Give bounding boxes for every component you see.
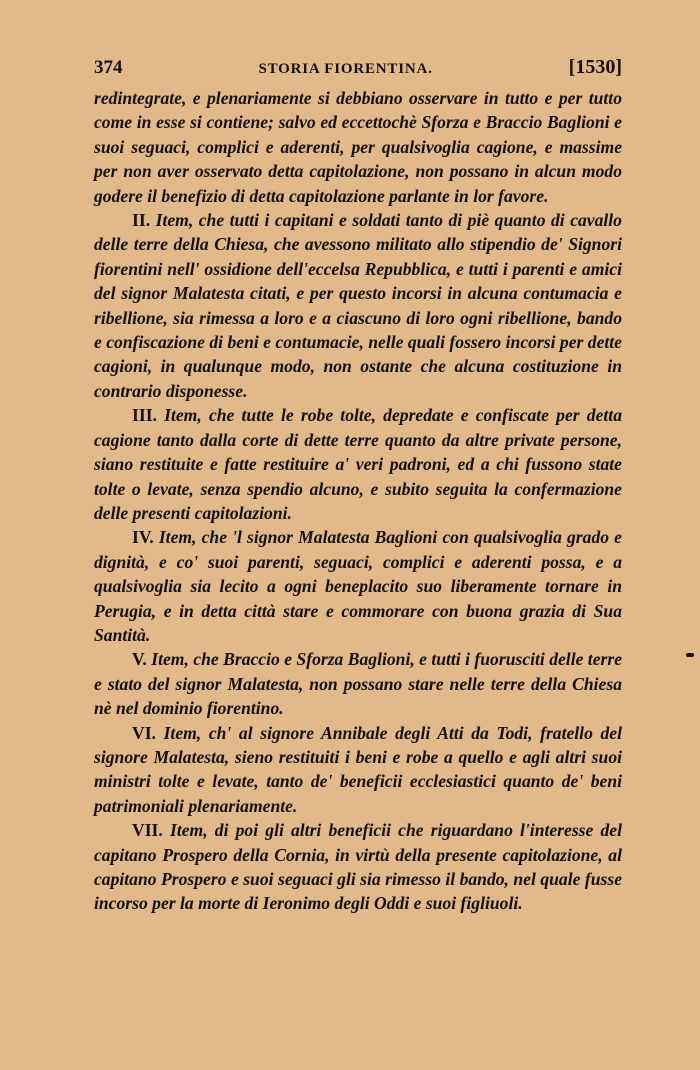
paragraph-article-3 xyxy=(94,403,622,525)
year-marker: [1530] xyxy=(568,56,622,78)
paragraph-article-2 xyxy=(94,208,622,403)
article-numeral: III. xyxy=(132,405,157,426)
paragraph-text: Item, che tutte le robe tolte, depredate e confiscate per detta cagione tanto dalla corte di dette terre quanto da altre private persone, siano restituite e fatte restituire a' veri padroni, ed a chi fussono state tolte o levate, senza spendio alcuno, e subito seguita la confermazione delle presenti capitolazioni. xyxy=(94,405,622,523)
paragraph-text: Item, ch' al signore Annibale degli Atti da Todi, fratello del signore Malatesta, sieno restituiti i beni e robe a quello e agli altri suoi ministri tolte e levate, tanto de' beneficii ecclesiastici quanto de' beni patrimoniali plenariamente. xyxy=(94,722,622,816)
running-header xyxy=(94,56,622,82)
paragraph-continuation xyxy=(94,86,622,208)
book-page xyxy=(94,56,622,916)
page-number: 374 xyxy=(94,57,123,78)
margin-ink-mark xyxy=(686,653,694,657)
paragraph-text: redintegrate, e plenariamente si debbiano osservare in tutto e per tutto come in esse si contiene; salvo ed eccettochè Sforza e Braccio Baglioni e suoi seguaci, complici e aderenti, per qualsivoglia cagione, e massime per non aver osservato detta capitolazione, non possano in alcun modo godere il benefizio di detta capitolazione parlante in lor favore. xyxy=(94,88,622,206)
paragraph-text: Item, che Braccio e Sforza Baglioni, e tutti i fuorusciti delle terre e stato del signor Malatesta, non possano stare nelle terre della Chiesa nè nel dominio fiorentino. xyxy=(94,649,623,719)
article-numeral: VII. xyxy=(132,820,163,841)
running-title: STORIA FIORENTINA. xyxy=(258,61,433,77)
article-numeral: II. xyxy=(132,210,151,231)
paragraph-article-7 xyxy=(94,818,622,916)
paragraph-text: Item, che 'l signor Malatesta Baglioni con qualsivoglia grado e dignità, e co' suoi parenti, seguaci, complici e aderenti possa, e a qualsivoglia sia lecito a ogni beneplacito suo liberamente tornare in Perugia, e in detta città stare e commorare con buona grazia di Sua Santità. xyxy=(94,527,622,645)
article-numeral: V. xyxy=(132,649,147,670)
paragraph-article-5 xyxy=(94,647,622,720)
paragraph-article-4 xyxy=(94,525,622,647)
page-body xyxy=(94,86,622,916)
paragraph-text: Item, che tutti i capitani e soldati tanto di piè quanto di cavallo delle terre della Chiesa, che avessono militato allo stipendio de' Signori fiorentini nell' ossidione dell'eccelsa Repubblica, e tutti i parenti e amici del signor Malatesta citati, e per questo incorsi in alcuna contumacia e ribellione, sia rimessa a loro e a ciascuno di loro ogni ribellione, bando e confiscazione di beni e contumacie, nelle quali fossero incorsi per dette cagioni, in qualunque modo, non ostante che alcuna costituzione in contrario disponesse. xyxy=(94,210,622,401)
paragraph-article-6 xyxy=(94,721,622,819)
paragraph-text: Item, di poi gli altri beneficii che riguardano l'interesse del capitano Prospero della Cornia, in virtù della presente capitolazione, al capitano Prospero e suoi seguaci gli sia rimesso il bando, nel quale fusse incorso per la morte di Ieronimo degli Oddi e suoi figliuoli. xyxy=(94,820,622,914)
article-numeral: IV. xyxy=(132,527,154,548)
article-numeral: VI. xyxy=(132,722,156,743)
